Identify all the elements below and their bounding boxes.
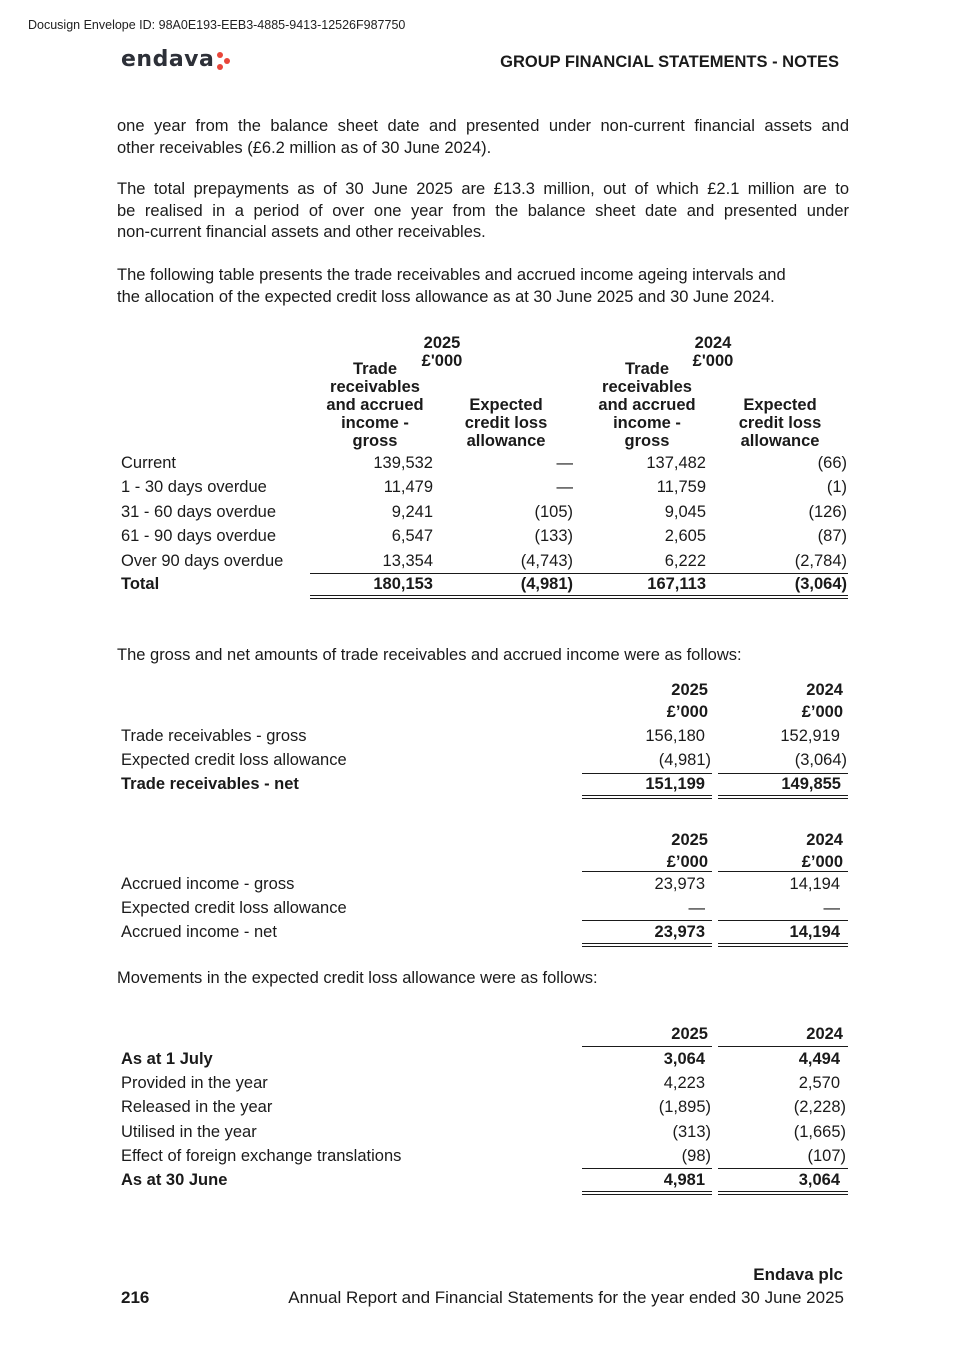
total-label: Total <box>121 575 160 593</box>
col-header-line: Trade <box>352 360 398 378</box>
total-value: 167,113 <box>647 575 706 593</box>
unit-header-2025: £'000 <box>421 352 463 370</box>
col-header-line: income - <box>341 414 409 432</box>
year-label: 2024 <box>806 831 843 849</box>
row-label: Over 90 days overdue <box>121 551 284 570</box>
paragraph-noncurrent <box>117 116 849 159</box>
row-value: 13,354 <box>382 551 433 570</box>
col-header-line: Expected <box>469 396 543 414</box>
row-value: (1) <box>826 478 847 497</box>
page-number: 216 <box>121 1288 150 1307</box>
col-header-line: and accrued <box>326 396 424 414</box>
row-value: (107) <box>807 1146 846 1165</box>
logo-dots-icon <box>217 52 233 70</box>
total-double-rule <box>718 1191 848 1195</box>
total-double-rule <box>582 1191 712 1195</box>
unit-label: £’000 <box>801 703 843 721</box>
row-value: 2,570 <box>798 1074 840 1092</box>
total-double-rule <box>582 943 712 947</box>
paragraph-prepayments <box>117 179 849 244</box>
row-value: (313) <box>672 1122 711 1141</box>
col-header-line: Trade <box>624 360 670 378</box>
total-value: (4,981) <box>520 575 573 593</box>
opening-value: 4,494 <box>798 1050 840 1068</box>
paragraph-table-intro <box>117 265 849 308</box>
total-value: 180,153 <box>373 575 433 593</box>
row-label: Effect of foreign exchange translations <box>121 1146 402 1165</box>
accrued-header-2024 <box>723 829 843 873</box>
subtotal-rule <box>582 773 712 774</box>
movements-header-2025: 2025 <box>671 1025 708 1043</box>
total-label: Trade receivables - net <box>121 775 299 793</box>
row-label: Expected credit loss allowance <box>121 751 347 769</box>
row-label: 31 - 60 days overdue <box>121 502 277 521</box>
opening-value: 3,064 <box>663 1050 705 1068</box>
col-header-line: gross <box>352 432 398 450</box>
row-label: 1 - 30 days overdue <box>121 478 267 497</box>
col-header-line: credit loss <box>738 414 822 432</box>
subtotal-rule <box>582 1168 712 1169</box>
row-value: (4,981) <box>658 751 711 769</box>
year-label: 2024 <box>806 681 843 699</box>
row-value: — <box>556 478 573 497</box>
row-value: 4,223 <box>663 1074 705 1092</box>
paragraph-line: non-current financial assets and other receivables. <box>117 223 486 241</box>
paragraph-line: The total prepayments as of 30 June 2025 are £13.3 million, out of which £2.1 million are to <box>117 180 849 198</box>
col-header-gross-2025 <box>315 360 435 450</box>
row-value: (4,743) <box>520 551 573 570</box>
row-value: (105) <box>534 502 573 521</box>
paragraph-line: The following table presents the trade receivables and accrued income ageing intervals and <box>117 266 786 284</box>
row-value: 137,482 <box>646 454 706 472</box>
total-value: (3,064) <box>794 575 847 593</box>
paragraph-line: one year from the balance sheet date and presented under non-current financial assets and <box>117 117 849 135</box>
endava-logo <box>121 47 233 72</box>
year-header-2024: 2024 <box>694 334 732 352</box>
col-header-line: income - <box>613 414 681 432</box>
docusign-envelope-id: Docusign Envelope ID: 98A0E193-EEB3-4885-9413-12526F987750 <box>28 18 406 32</box>
gross-net-intro: The gross and net amounts of trade receivables and accrued income were as follows: <box>117 646 742 664</box>
total-value: 23,973 <box>654 923 705 941</box>
subtotal-rule <box>582 920 712 921</box>
row-value: — <box>556 454 573 472</box>
total-double-rule <box>718 943 848 947</box>
paragraph-line: be realised in a period of over one year from the balance sheet date and presented under <box>117 201 849 220</box>
row-value: (98) <box>681 1146 711 1165</box>
row-label: Trade receivables - gross <box>121 727 307 745</box>
col-header-gross-2024 <box>587 360 707 450</box>
total-label: Accrued income - net <box>121 923 277 941</box>
total-double-rule <box>582 795 712 799</box>
trade-header-2024 <box>723 679 843 723</box>
total-double-rule <box>310 595 848 599</box>
total-value: 149,855 <box>781 775 841 793</box>
row-value: 9,045 <box>664 502 706 521</box>
paragraph-line: other receivables (£6.2 million as of 30 June 2024). <box>117 138 492 157</box>
row-value: — <box>688 899 705 917</box>
subtotal-rule <box>718 773 848 774</box>
row-value: (3,064) <box>794 751 847 769</box>
col-header-line: receivables <box>330 378 420 396</box>
row-value: (66) <box>817 454 847 472</box>
col-header-line: receivables <box>602 378 692 396</box>
unit-header-2024: £'000 <box>692 352 734 370</box>
row-value: 14,194 <box>789 875 840 893</box>
header-rule <box>718 1046 848 1047</box>
movements-header-2024: 2024 <box>806 1025 843 1043</box>
section-title: GROUP FINANCIAL STATEMENTS - NOTES <box>500 53 839 71</box>
year-label: 2025 <box>671 681 708 699</box>
closing-value: 4,981 <box>663 1171 705 1189</box>
footer-report-title: Annual Report and Financial Statements for the year ended 30 June 2025 <box>288 1288 844 1307</box>
accrued-header-2025 <box>588 829 708 873</box>
header-rule <box>582 871 712 872</box>
subtotal-rule <box>718 1168 848 1169</box>
opening-label: As at 1 July <box>121 1050 213 1068</box>
header-rule <box>718 871 848 872</box>
subtotal-rule <box>718 920 848 921</box>
row-value: 9,241 <box>391 502 433 521</box>
col-header-ecl-2025 <box>451 396 561 450</box>
row-value: 152,919 <box>780 727 840 745</box>
row-label: Provided in the year <box>121 1074 268 1092</box>
unit-label: £’000 <box>666 703 708 721</box>
row-value: 6,547 <box>391 527 433 546</box>
row-value: 23,973 <box>654 875 705 893</box>
unit-label: £’000 <box>666 853 708 871</box>
row-value: 11,479 <box>383 478 433 497</box>
movements-intro: Movements in the expected credit loss allowance were as follows: <box>117 969 598 987</box>
col-header-line: allowance <box>740 432 820 450</box>
col-header-line: gross <box>624 432 670 450</box>
col-header-line: credit loss <box>464 414 548 432</box>
row-value: 6,222 <box>664 551 706 570</box>
row-value: (126) <box>808 502 847 521</box>
row-label: Expected credit loss allowance <box>121 899 347 917</box>
row-value: (87) <box>817 527 847 546</box>
row-value: 11,759 <box>656 478 706 497</box>
row-value: 139,532 <box>373 454 433 472</box>
row-value: — <box>823 899 840 917</box>
row-value: (133) <box>534 527 573 546</box>
row-value: (2,784) <box>794 551 847 570</box>
row-label: Utilised in the year <box>121 1122 257 1141</box>
row-value: (1,895) <box>658 1098 711 1117</box>
logo-wordmark: endava <box>121 47 215 72</box>
row-value: 156,180 <box>645 727 705 745</box>
row-label: Current <box>121 454 177 472</box>
total-value: 14,194 <box>789 923 840 941</box>
subtotal-rule <box>310 573 848 574</box>
row-value: (2,228) <box>793 1098 846 1117</box>
footer-company: Endava plc <box>753 1265 843 1284</box>
row-value: 2,605 <box>664 527 706 546</box>
closing-value: 3,064 <box>798 1171 840 1189</box>
trade-header-2025 <box>588 679 708 723</box>
year-header-2025: 2025 <box>423 334 461 352</box>
total-value: 151,199 <box>645 775 705 793</box>
row-label: 61 - 90 days overdue <box>121 527 277 546</box>
row-label: Released in the year <box>121 1098 273 1117</box>
col-header-ecl-2024 <box>725 396 835 450</box>
paragraph-line: the allocation of the expected credit loss allowance as at 30 June 2025 and 30 June 2024. <box>117 287 775 306</box>
unit-label: £’000 <box>801 853 843 871</box>
row-label: Accrued income - gross <box>121 875 295 893</box>
year-label: 2025 <box>671 831 708 849</box>
closing-label: As at 30 June <box>121 1171 228 1189</box>
header-rule <box>582 1046 712 1047</box>
row-value: (1,665) <box>793 1122 846 1141</box>
col-header-line: allowance <box>466 432 546 450</box>
col-header-line: Expected <box>743 396 817 414</box>
total-double-rule <box>718 795 848 799</box>
col-header-line: and accrued <box>598 396 696 414</box>
